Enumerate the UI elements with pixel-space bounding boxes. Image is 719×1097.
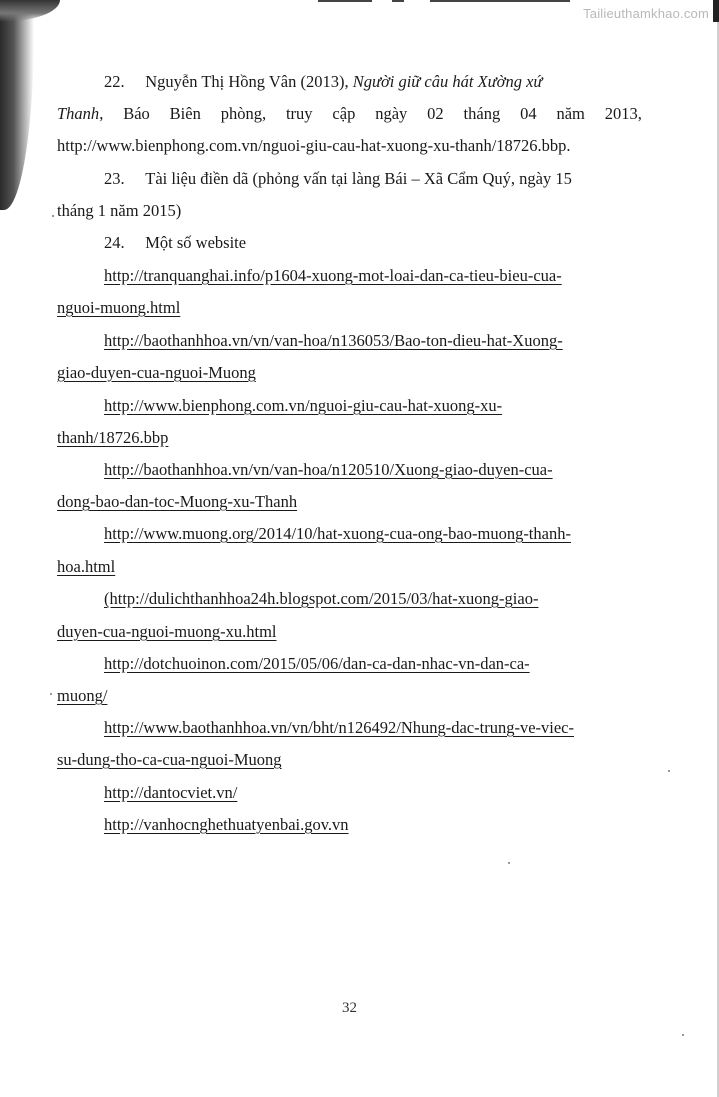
website-link[interactable]: http://dotchuoinon.com/2015/05/06/dan-ca-dan-nhac-vn-dan-ca- [104,654,530,673]
scan-speck [682,1034,684,1036]
website-link[interactable]: http://www.baothanhhoa.vn/vn/bht/n126492/Nhung-dac-trung-ve-viec- [104,718,574,737]
ref22-line2 [57,104,642,124]
website-link[interactable]: (http://dulichthanhhoa24h.blogspot.com/2015/03/hat-xuong-giao- [104,589,539,608]
ref22-word: tháng [463,104,501,123]
scan-speck [50,693,52,695]
scan-top-mark [392,0,404,2]
ref23-number: 23. [104,169,125,188]
website-link-cont[interactable]: dong-bao-dan-toc-Muong-xu-Thanh [57,492,298,511]
ref22-line1 [104,72,542,92]
ref22-word: năm [556,104,585,123]
page-number: 32 [342,1000,357,1016]
website-link-cont[interactable]: muong/ [57,686,108,705]
ref24-line [104,233,246,253]
ref22-word: 02 [427,104,444,123]
ref22-number: 22. [104,72,125,91]
scan-speck [52,215,54,217]
scan-top-mark [430,0,570,2]
ref24-number: 24. [104,233,125,252]
website-link[interactable]: http://www.muong.org/2014/10/hat-xuong-cua-ong-bao-muong-thanh- [104,524,571,543]
scan-speck [668,770,670,772]
website-link[interactable]: http://www.bienphong.com.vn/nguoi-giu-cau-hat-xuong-xu- [104,396,503,415]
ref22-title: Người giữ câu hát Xường xứ [352,72,543,91]
ref22-word: phòng, [220,104,267,123]
ref23-line1 [104,169,572,189]
ref23-line2: tháng 1 năm 2015) [57,201,182,220]
scan-shadow-top-right [713,0,719,22]
ref22-word: truy [285,104,313,123]
scan-top-mark [318,0,372,2]
website-link-cont[interactable]: duyen-cua-nguoi-muong-xu.html [57,622,277,641]
ref22-word: cập [332,104,356,123]
ref22-word: 04 [520,104,537,123]
website-link-cont[interactable]: hoa.html [57,557,116,576]
ref22-author-year: Nguyễn Thị Hồng Vân (2013), [145,72,353,91]
ref22-url: http://www.bienphong.com.vn/nguoi-giu-cau-hat-xuong-xu-thanh/18726.bbp. [57,136,571,155]
ref23-text: Tài liệu điền dã (phỏng vấn tại làng Bái – Xã Cẩm Quý, ngày 15 [145,169,572,188]
website-link[interactable]: http://dantocviet.vn/ [104,783,238,802]
website-link[interactable]: http://tranquanghai.info/p1604-xuong-mot-loai-dan-ca-tieu-bieu-cua- [104,266,562,285]
website-link[interactable]: http://baothanhhoa.vn/vn/van-hoa/n136053/Bao-ton-dieu-hat-Xuong- [104,331,563,350]
ref22-word: Biên [169,104,201,123]
scan-speck [508,862,510,864]
scan-shadow-top-left [0,0,34,210]
website-link-cont[interactable]: giao-duyen-cua-nguoi-Muong [57,363,256,382]
ref22-title-cont: Thanh, [57,104,104,123]
ref22-word: ngày [375,104,408,123]
website-link[interactable]: http://vanhocnghethuatyenbai.gov.vn [104,815,349,834]
ref22-word: 2013, [604,104,642,123]
ref24-text: Một số website [145,233,247,252]
ref22-word: Báo [123,104,150,123]
website-link-cont[interactable]: thanh/18726.bbp [57,428,169,447]
scan-shadow-top-edge [0,0,60,22]
website-link-cont[interactable]: su-dung-tho-ca-cua-nguoi-Muong [57,750,282,769]
watermark: Tailieuthamkhao.com [583,6,709,21]
website-link-cont[interactable]: nguoi-muong.html [57,298,181,317]
website-link[interactable]: http://baothanhhoa.vn/vn/van-hoa/n120510/Xuong-giao-duyen-cua- [104,460,553,479]
